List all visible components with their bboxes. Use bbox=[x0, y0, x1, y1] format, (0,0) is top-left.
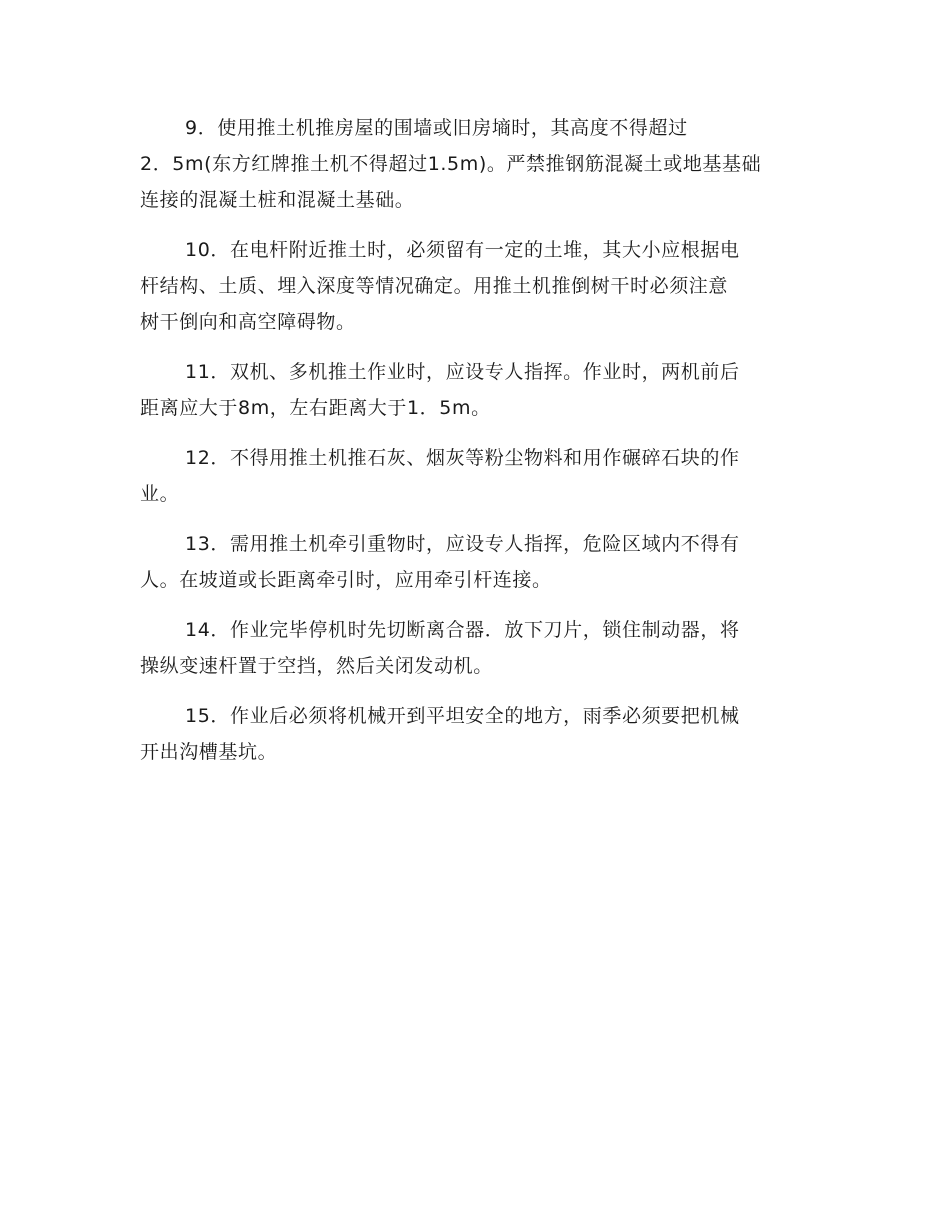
paragraph-line: 10．在电杆附近推土时，必须留有一定的土堆，其大小应根据电 bbox=[185, 239, 740, 261]
paragraph-line: 13．需用推土机牵引重物时，应设专人指挥，危险区域内不得有 bbox=[185, 533, 740, 555]
paragraph-line: 9．使用推土机推房屋的围墙或旧房墒时，其高度不得超过 bbox=[185, 117, 688, 139]
paragraph-line: 连接的混凝土桩和混凝土基础。 bbox=[140, 189, 415, 211]
paragraph-12 bbox=[140, 440, 810, 512]
paragraph-line: 开出沟槽基坑。 bbox=[140, 741, 278, 763]
paragraph-11 bbox=[140, 354, 810, 426]
paragraph-10 bbox=[140, 232, 810, 340]
paragraph-line: 树干倒向和高空障碍物。 bbox=[140, 311, 356, 333]
paragraph-line: 业。 bbox=[140, 483, 180, 505]
paragraph-15 bbox=[140, 698, 810, 770]
paragraph-line: 15．作业后必须将机械开到平坦安全的地方，雨季必须要把机械 bbox=[185, 705, 740, 727]
paragraph-line: 操纵变速杆置于空挡，然后关闭发动机。 bbox=[140, 655, 493, 677]
paragraph-9 bbox=[140, 110, 810, 218]
paragraph-line: 人。在坡道或长距离牵引时，应用牵引杆连接。 bbox=[140, 569, 552, 591]
paragraph-line: 14．作业完毕停机时先切断离合器．放下刀片，锁住制动器，将 bbox=[185, 619, 740, 641]
document-body bbox=[140, 110, 810, 784]
paragraph-line: 2．5m(东方红牌推土机不得超过1.5m)。严禁推钢筋混凝土或地基基础 bbox=[140, 153, 762, 175]
paragraph-line: 12．不得用推土机推石灰、烟灰等粉尘物料和用作碾碎石块的作 bbox=[185, 447, 740, 469]
paragraph-13 bbox=[140, 526, 810, 598]
paragraph-14 bbox=[140, 612, 810, 684]
paragraph-line: 距离应大于8m，左右距离大于1．5m。 bbox=[140, 397, 491, 419]
paragraph-line: 杆结构、土质、埋入深度等情况确定。用推土机推倒树干时必须注意 bbox=[140, 275, 729, 297]
paragraph-line: 11．双机、多机推土作业时，应设专人指挥。作业时，两机前后 bbox=[185, 361, 740, 383]
